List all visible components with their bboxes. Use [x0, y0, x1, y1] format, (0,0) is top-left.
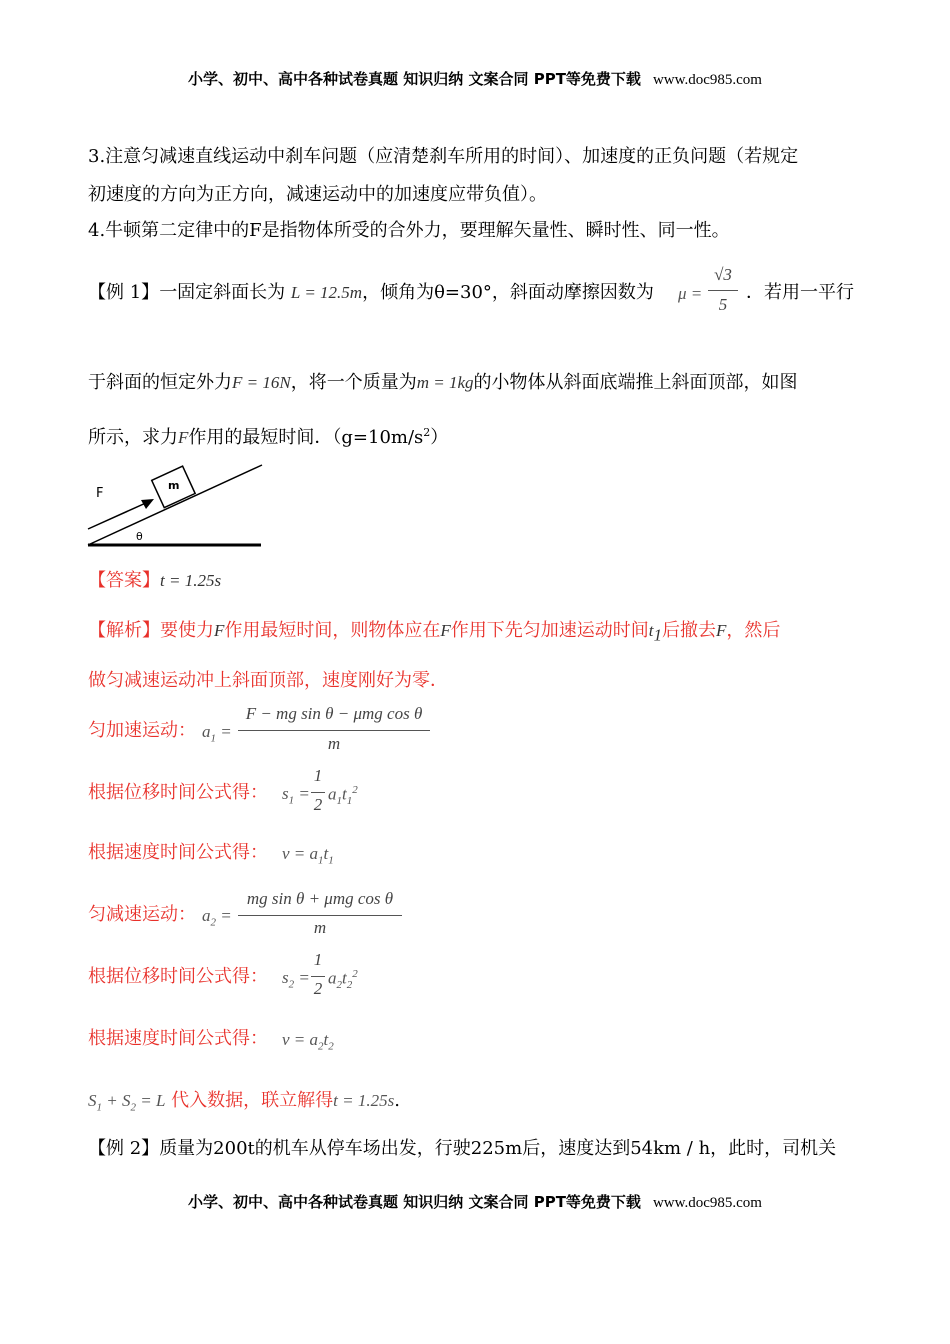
- mu-denominator: 5: [718, 295, 728, 314]
- analysis-tag: 【解析】: [88, 620, 160, 641]
- v1-expr: $v = a_1t_1$: [282, 844, 334, 867]
- a1-lhs: $a_1$ =: [202, 722, 232, 745]
- s2-numerator: 1: [313, 950, 323, 969]
- example1-line-2: 于斜面的恒定外力F = 16N，将一个质量为m = 1kg的小物体从斜面底端推上斜面顶部，如图: [88, 372, 798, 393]
- a1-fraction-bar: [238, 730, 430, 731]
- mu-fraction-bar: [708, 290, 738, 291]
- page-footer: [0, 1191, 950, 1212]
- analysis-line-2: 做匀减速运动冲上斜面顶部，速度刚好为零．: [88, 670, 448, 691]
- v2-expr: $v = a_2t_2$: [282, 1030, 334, 1053]
- answer-tag: 【答案】: [88, 570, 160, 591]
- s1-lhs: $s_1$ =: [282, 784, 310, 807]
- final-sum: $S_1 + S_2 = L$: [88, 1091, 166, 1114]
- decel-label: 匀减速运动：: [88, 904, 196, 925]
- answer-value: t = 1.25s: [160, 571, 222, 590]
- final-line: $S_1 + S_2 = L$ 代入数据，联立解得t = 1.25s.: [88, 1090, 400, 1114]
- s1-label: 根据位移时间公式得：: [88, 782, 268, 803]
- header-text: 小学、初中、高中各种试卷真题 知识归纳 文案合同 PPT等免费下载: [188, 70, 641, 88]
- note-4: 4.牛顿第二定律中的F是指物体所受的合外力，要理解矢量性、瞬时性、同一性。: [88, 220, 730, 241]
- example2-line-1: 【例 2】质量为200t的机车从停车场出发，行驶225m后，速度达到54km / h，此时，司机关: [88, 1138, 837, 1159]
- header-url[interactable]: www.doc985.com: [652, 72, 762, 88]
- s2-rhs: $a_2t_2^2$: [328, 968, 358, 992]
- force-expr: F = 16N: [232, 373, 291, 392]
- a1-numerator: F − mg sin θ − μmg cos θ: [245, 704, 423, 723]
- accel-label: 匀加速运动：: [88, 720, 196, 741]
- analysis-line-1: 【解析】要使力F作用最短时间，则物体应在F作用下先匀加速运动时间$t_1$后撤去F，然后: [88, 620, 781, 645]
- force-label: F: [96, 486, 104, 501]
- a2-numerator: mg sin θ + μmg cos θ: [246, 889, 394, 908]
- mu-lhs: μ =: [678, 284, 703, 303]
- v2-label: 根据速度时间公式得：: [88, 1028, 268, 1049]
- example1-tag: 【例 1】: [88, 282, 160, 303]
- length-expr: L = 12.5m: [290, 283, 363, 302]
- v1-label: 根据速度时间公式得：: [88, 842, 268, 863]
- s1-fraction-bar: [311, 792, 325, 793]
- answer-line: [88, 570, 221, 592]
- example1-line-1-end: ．若用一平行: [746, 282, 854, 303]
- a2-fraction-bar: [238, 915, 402, 916]
- a1-denominator: m: [327, 734, 341, 753]
- final-text: 代入数据，联立解得: [171, 1090, 334, 1111]
- a2-denominator: m: [313, 918, 327, 937]
- s1-numerator: 1: [313, 766, 323, 785]
- force-arrow: [88, 502, 148, 529]
- incline-figure: [86, 460, 266, 552]
- mass-expr: m = 1kg: [416, 373, 474, 392]
- example2-tag: 【例 2】: [88, 1138, 160, 1159]
- s2-denominator: 2: [313, 979, 323, 998]
- angle-label: θ: [136, 530, 143, 543]
- footer-url[interactable]: www.doc985.com: [652, 1195, 762, 1211]
- note-3-line-2: 初速度的方向为正方向，减速运动中的加速度应带负值）。: [88, 184, 547, 205]
- example1-line-1: 【例 1】一固定斜面长为 L = 12.5m，倾角为θ=30°，斜面动摩擦因数为: [88, 282, 654, 303]
- s2-lhs: $s_2$ =: [282, 968, 310, 991]
- footer-text: 小学、初中、高中各种试卷真题 知识归纳 文案合同 PPT等免费下载: [188, 1193, 641, 1211]
- page-header: [0, 68, 950, 89]
- mu-numerator: √3: [714, 265, 732, 284]
- note-3-line-1: 3.注意匀减速直线运动中刹车问题（应清楚刹车所用的时间）、加速度的正负问题（若规定: [88, 146, 799, 167]
- example1-line-3: 所示，求力F作用的最短时间．$(g=10m/s^2)$: [88, 426, 449, 448]
- a2-lhs: $a_2$ =: [202, 906, 232, 929]
- mass-label: m: [168, 479, 180, 492]
- s2-fraction-bar: [311, 976, 325, 977]
- final-result: t = 1.25s: [333, 1091, 395, 1110]
- s1-denominator: 2: [313, 795, 323, 814]
- s1-rhs: $a_1t_1^2$: [328, 784, 358, 808]
- s2-label: 根据位移时间公式得：: [88, 966, 268, 987]
